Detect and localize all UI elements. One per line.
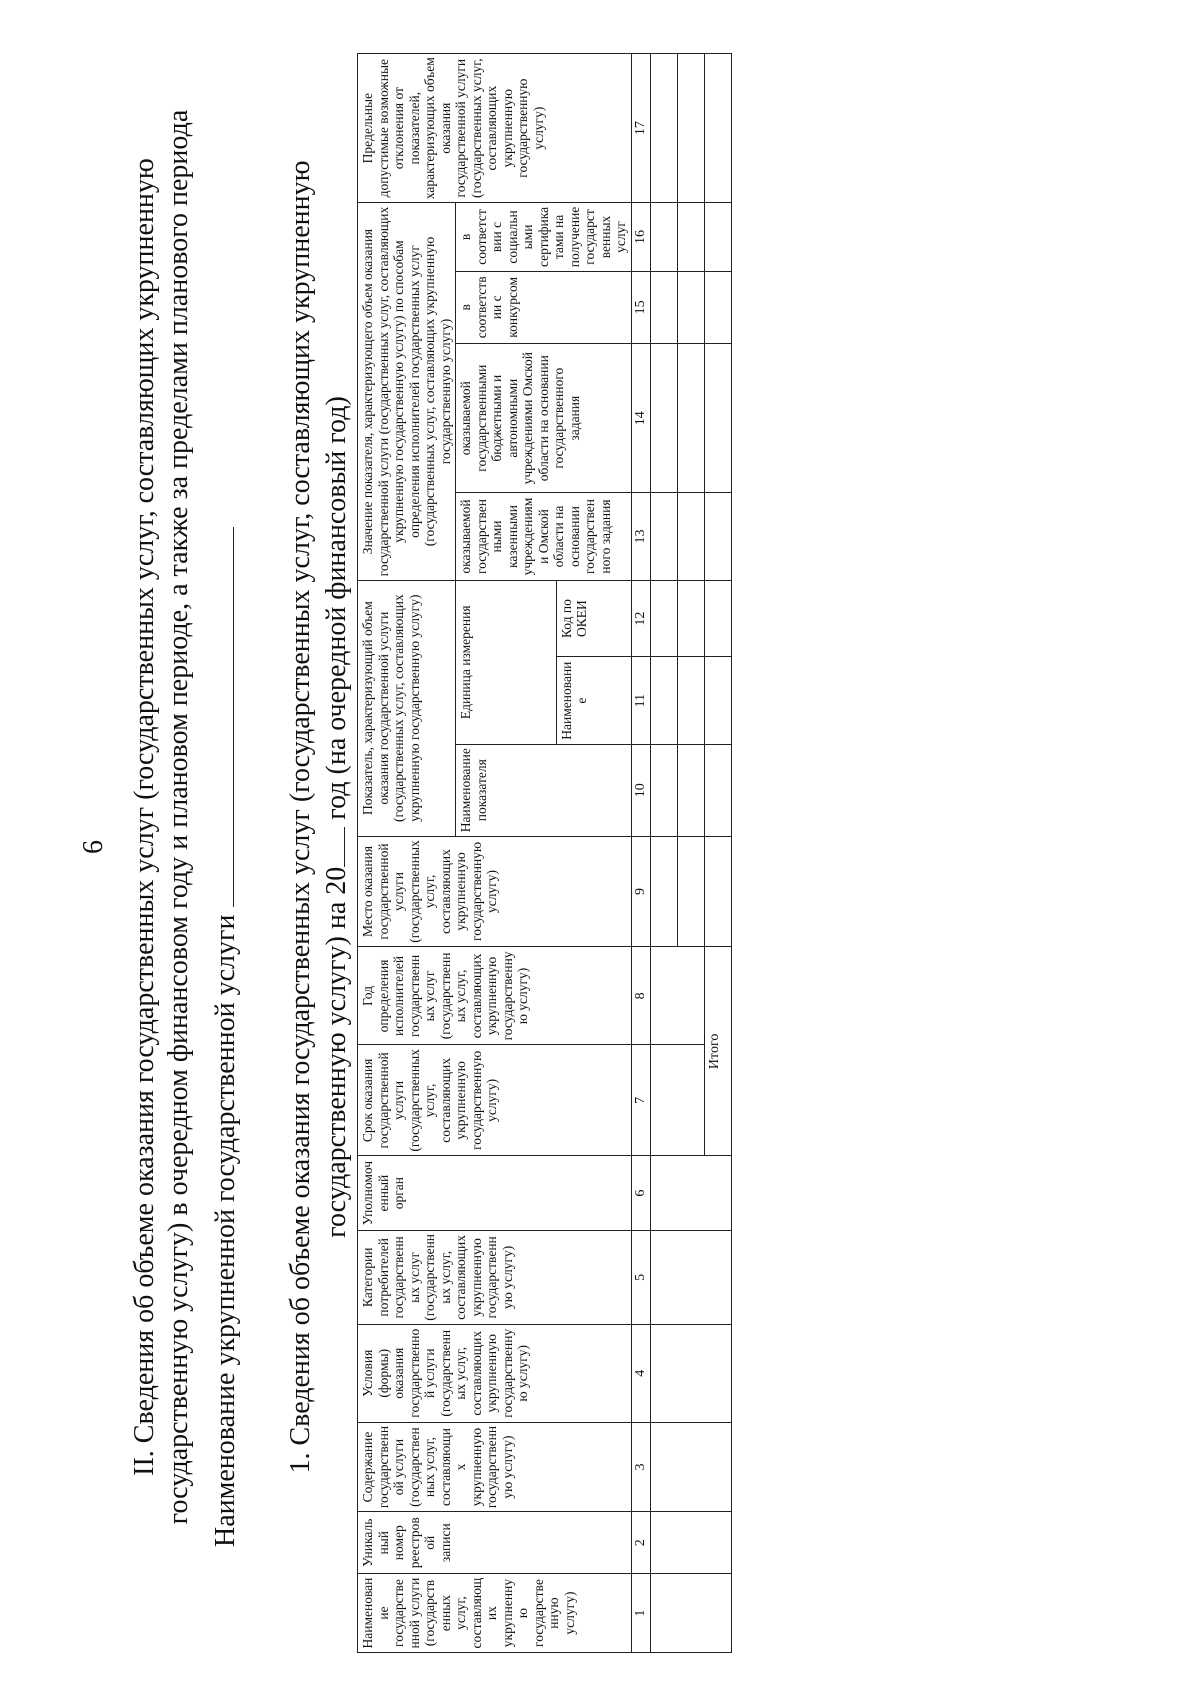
col-num: 8 — [631, 947, 650, 1045]
subsection-part2: год (на очередной финансовый год) — [321, 396, 352, 820]
data-cell[interactable] — [650, 344, 677, 493]
header-c9: Место оказания государственной услуги (государственных услуг, составляющих укрупненную государственную услугу) — [358, 836, 632, 947]
service-name-line — [210, 247, 242, 1547]
data-cell[interactable] — [677, 580, 704, 657]
data-cell[interactable] — [650, 1574, 731, 1653]
header-c12: Код по ОКЕИ — [556, 580, 631, 657]
col-num: 16 — [631, 203, 650, 271]
subsection-title — [283, 77, 355, 1557]
header-c14: оказываемой государственными бюджетными и автономными учреждениями Омской области на основании государственного задания — [456, 344, 632, 493]
data-cell[interactable] — [650, 1045, 704, 1156]
col-num: 2 — [631, 1512, 650, 1574]
data-cell[interactable] — [677, 54, 704, 203]
header-c15: в соответствии с конкурсом — [456, 271, 632, 343]
data-cell[interactable] — [650, 493, 677, 580]
data-cell[interactable] — [650, 1230, 731, 1324]
data-cell[interactable] — [650, 744, 677, 836]
data-cell[interactable] — [650, 1512, 731, 1574]
data-cell[interactable] — [677, 203, 704, 271]
data-cell[interactable] — [650, 54, 677, 203]
data-cell[interactable] — [650, 1422, 731, 1512]
col-num: 15 — [631, 271, 650, 343]
col-num: 13 — [631, 493, 650, 580]
data-cell[interactable] — [677, 657, 704, 744]
header-c5: Категории потребителей государственных услуг (государственных услуг, составляющих укрупненную государственную услугу) — [358, 1230, 632, 1324]
col-num: 17 — [631, 54, 650, 203]
header-c17: Предельные допустимые возможные отклонения от показателей, характеризующих объем оказания государственной услуги (государственных услуг, составляющих укрупненную государственную услугу) — [358, 54, 632, 203]
col-num: 14 — [631, 344, 650, 493]
header-c3: Содержание государственной услуги (государственных услуг, составляющих укрупненную государственную услугу) — [358, 1422, 632, 1512]
header-c7: Срок оказания государственной услуги (государственных услуг, составляющих укрупненную государственную услугу) — [358, 1045, 632, 1156]
data-cell[interactable] — [704, 744, 731, 836]
year-blank[interactable] — [322, 827, 345, 867]
header-c8: Год определения исполнителей государственных услуг (государственных услуг, составляющих укрупненную государственную услугу) — [358, 947, 632, 1045]
col-num: 11 — [631, 657, 650, 744]
section-title: II. Сведения об объеме оказания государственных услуг (государственных услуг, составляющих укрупненную государственную услугу) в очередном финансовом году и плановом периоде, а также за пределами планового периода — [129, 109, 194, 1525]
header-value-group: Значение показателя, характеризующего объем оказания государственной услуги (государственных услуг, составляющих укрупненную государственную услугу) по способам определения исполнителей государственных услуг (государственных услуг, составляющих укрупненную государственную услугу) — [358, 203, 456, 580]
volume-table — [357, 53, 732, 1653]
data-cell[interactable] — [650, 947, 704, 1045]
header-c4: Условия (формы) оказания государственной услуги (государственных услуг, составляющих укрупненную государственную услугу) — [358, 1324, 632, 1422]
data-cell[interactable] — [650, 1324, 731, 1422]
header-unit-group: Единица измерения — [456, 580, 557, 744]
data-cell[interactable] — [677, 744, 704, 836]
header-c6: Уполномоченный орган — [358, 1156, 632, 1231]
header-indicator-group: Показатель, характеризующий объем оказания государственной услуги (государственных услуг, составляющих укрупненную государственную услугу) — [358, 580, 456, 836]
data-cell[interactable] — [677, 344, 704, 493]
data-cell[interactable] — [704, 493, 731, 580]
col-num: 3 — [631, 1422, 650, 1512]
col-num: 1 — [631, 1574, 650, 1653]
service-name-label: Наименование укрупненной государственной услуги — [210, 914, 241, 1547]
total-label: Итого — [704, 947, 731, 1156]
col-num: 12 — [631, 580, 650, 657]
page-number: 6 — [78, 840, 109, 854]
data-cell[interactable] — [677, 493, 704, 580]
subsection-part1: 1. Сведения об объеме оказания государственных услуг (государственных услуг, составляющих укрупненную государственную услугу) на 20 — [285, 160, 352, 1474]
table-row — [650, 54, 677, 1653]
header-c10: Наименование показателя — [456, 744, 632, 836]
data-cell[interactable] — [650, 271, 677, 343]
data-cell[interactable] — [650, 203, 677, 271]
col-num: 4 — [631, 1324, 650, 1422]
header-row-1 — [358, 54, 456, 1653]
col-num: 7 — [631, 1045, 650, 1156]
header-c2: Уникальный номер реестровой записи — [358, 1512, 632, 1574]
header-c1: Наименование государственной услуги (государственных услуг, составляющих укрупненную государственную услугу) — [358, 1574, 632, 1653]
col-num: 5 — [631, 1230, 650, 1324]
data-cell[interactable] — [704, 54, 731, 203]
data-cell[interactable] — [704, 580, 731, 657]
data-cell[interactable] — [650, 1156, 731, 1231]
service-name-blank[interactable] — [211, 527, 234, 907]
header-c16: в соответствии с социальными сертификатами на получение государственных услуг — [456, 203, 632, 271]
data-cell[interactable] — [677, 271, 704, 343]
data-cell[interactable] — [704, 836, 731, 947]
col-num: 6 — [631, 1156, 650, 1231]
data-cell[interactable] — [650, 836, 677, 947]
data-cell[interactable] — [677, 836, 704, 947]
column-number-row — [631, 54, 650, 1653]
data-cell[interactable] — [704, 344, 731, 493]
data-cell[interactable] — [650, 580, 677, 657]
data-cell[interactable] — [704, 657, 731, 744]
header-c13: оказываемой государственными казенными учреждениями Омской области на основании государственного задания — [456, 493, 632, 580]
data-cell[interactable] — [650, 657, 677, 744]
header-c11: Наименование — [556, 657, 631, 744]
data-cell[interactable] — [704, 203, 731, 271]
col-num: 10 — [631, 744, 650, 836]
data-cell[interactable] — [704, 271, 731, 343]
col-num: 9 — [631, 836, 650, 947]
